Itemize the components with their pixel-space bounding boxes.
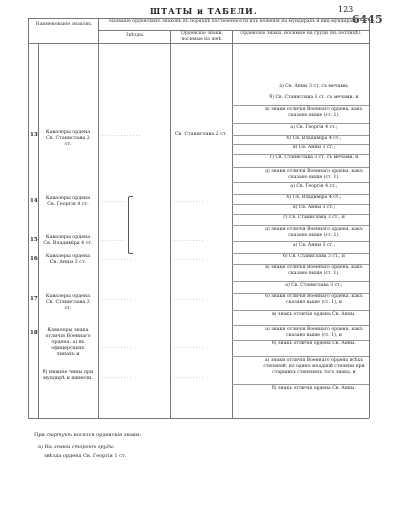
row-number: 13 <box>30 132 38 138</box>
chest-entry: а) Св. Анны 3 ст. съ мечами; <box>279 84 349 89</box>
entry-separator <box>232 105 369 106</box>
chest-entry: в) Св. Анны 3 ст.; <box>292 205 336 210</box>
entry-separator <box>232 340 369 341</box>
header-bottom-line <box>28 43 369 44</box>
chest-entry: г) Св. Станислава 3 ст., и <box>283 215 345 220</box>
footer-text: носятся орденскіе знаки: <box>73 432 141 438</box>
entry-separator <box>232 264 369 265</box>
entry-separator <box>232 281 369 282</box>
dotted-leader: .......... <box>102 256 133 262</box>
neck-order: Св. Станислава 2 ст. <box>174 132 228 137</box>
chest-entry: б) Св. Владиміра 4 ст.; <box>286 195 342 200</box>
chest-entry: г) Св. Станислава 3 ст. съ мечами, и <box>269 155 359 160</box>
chest-entry: а) Св. Георгія 4 ст.; <box>290 125 338 130</box>
dotted-leader: .......... <box>174 296 205 302</box>
row-title: Кавалеры ордена Св. Станислава 3 ст. <box>45 294 91 311</box>
row-number: 14 <box>30 198 38 204</box>
row-title: Кавалеры ордена Св. Владиміра 4 ст. <box>43 235 93 246</box>
row-title: Кавалеры ордена Св. Георгія 4 ст. <box>45 196 91 207</box>
orders-table <box>28 18 369 418</box>
entry-separator <box>232 167 369 168</box>
entry-separator <box>232 214 369 215</box>
entry-separator <box>232 310 369 311</box>
dotted-leader: ........ <box>102 198 127 204</box>
entry-separator <box>232 182 369 183</box>
chest-entry: б) Св. Станислава 3 ст., и <box>283 254 345 259</box>
chest-entry: в) Св. Анны 3 ст.; <box>292 145 336 150</box>
row-title: Кавалеры ордена Св. Анны 3 ст. <box>45 254 91 265</box>
footer-prefix: При <box>34 432 45 438</box>
dotted-leader: .......... <box>174 374 205 380</box>
chest-entry: в) знаки отличія Военнаго ордена, какъ сказано выше (ст. 1). <box>265 107 363 118</box>
dotted-leader: .......... <box>174 237 205 243</box>
entry-separator <box>232 123 369 124</box>
table-border-bottom <box>28 418 369 419</box>
table-border-left <box>28 18 29 418</box>
dotted-leader: ............. <box>102 132 143 138</box>
entry-separator <box>232 144 369 145</box>
chest-entry: а) Св. Георгія 4 ст.; <box>290 184 338 189</box>
entry-separator <box>232 154 369 155</box>
col-divider-stars <box>170 30 171 418</box>
dotted-leader: ........ <box>102 237 127 243</box>
entry-separator <box>232 204 369 205</box>
chest-entry: в) знаки отличія Военнаго ордена, какъ сказано выше (ст. 1). <box>265 265 363 276</box>
entry-separator <box>232 225 369 226</box>
entry-separator <box>232 325 369 326</box>
dotted-leader: .......... <box>174 344 205 350</box>
dotted-leader: .......... <box>102 344 133 350</box>
row-title: Кавалеры ордена Св. Станислава 2 ст. <box>45 130 91 147</box>
row-brace <box>128 196 133 254</box>
col-divider-name <box>98 18 99 418</box>
footer-italic: лѣвой сторонѣ груди: <box>53 444 115 450</box>
chest-entry: б) знакъ отличія ордена Св. Анны. <box>272 341 356 346</box>
chest-entry: д) знаки отличія Военнаго ордена, какъ сказано выше (ст. 1). <box>265 227 363 238</box>
col-divider-num <box>38 43 39 418</box>
chest-entry: б) Св. Владиміра 4 ст.; <box>286 136 342 141</box>
chest-entry: б) знаки отличія Военнаго ордена, какъ сказано выше (ст. 1), и <box>265 294 363 305</box>
chest-entry: б) Св. Станислава 3 ст. съ мечами, и <box>269 95 359 100</box>
row-title: Кавалеры знака отличія Военнаго ордена: а) въ офицерскихъ чинахъ и <box>45 328 91 357</box>
chest-entry: а) знаки отличія Военнаго ордена всѣхъ степеней, но одинъ младшій степени при старшихъ степеняхъ того знака, и <box>263 358 365 375</box>
entry-separator <box>232 356 369 357</box>
row-number: 18 <box>30 330 38 336</box>
row-number: 15 <box>30 237 38 243</box>
page-header-title: ШТАТЫ и ТАБЕЛИ. <box>150 6 258 16</box>
col-divider-neck <box>232 30 233 418</box>
table-border-right <box>369 18 370 418</box>
chest-entry: д) знаки отличія Военнаго ордена, какъ сказано выше (ст. 1). <box>265 169 363 180</box>
page-stamp: 6445 <box>352 13 383 26</box>
footer-italic: сюртукѣ <box>46 432 72 438</box>
row-number: 17 <box>30 296 38 302</box>
row-number: 16 <box>30 256 38 262</box>
chest-entry: в) знакъ отличія ордена Св. Анны. <box>272 312 356 317</box>
chest-entry: б) знакъ отличія ордена Св. Анны. <box>272 386 356 391</box>
dotted-leader: .......... <box>102 296 133 302</box>
dotted-leader: .......... <box>174 198 205 204</box>
col-header-group: Названіе орденскихъ знаковъ въ порядкѣ постепенности ихъ ношенія на мундирахъ и виц-мундирахъ. <box>109 19 359 24</box>
chest-entry: а) Св. Анны 3 ст.; <box>292 243 336 248</box>
row-title: б) нижніе чины при мундирѣ и шинели. <box>42 370 94 381</box>
footer-line-1 <box>34 432 141 438</box>
dotted-leader: .......... <box>174 256 205 262</box>
page-number: 123 <box>338 5 354 14</box>
footer-prefix: а) На <box>38 444 52 450</box>
entry-separator <box>232 253 369 254</box>
entry-separator <box>232 194 369 195</box>
footer-line-3: звѣзда ордена Св. Георгія 1 ст. <box>44 453 127 459</box>
col-header-neck: Орденскіе знаки, носимые на шеѣ. <box>180 31 224 42</box>
entry-separator <box>232 241 369 242</box>
entry-separator <box>232 293 369 294</box>
col-header-chest: Орденскіе знаки, носимые на груди (въ петлицѣ). <box>240 31 362 36</box>
entry-separator <box>232 384 369 385</box>
col-header-stars: Звѣзды. <box>125 33 145 38</box>
chest-entry: а) Св. Станислава 3 ст.; <box>285 283 343 288</box>
footer-line-2 <box>38 444 115 450</box>
chest-entry: а) знаки отличія Военнаго ордена, какъ сказано выше (ст. 1), и <box>265 327 363 338</box>
col-header-name: Наименованіе знаковъ. <box>35 22 93 27</box>
entry-separator <box>232 135 369 136</box>
dotted-leader: .......... <box>102 374 133 380</box>
